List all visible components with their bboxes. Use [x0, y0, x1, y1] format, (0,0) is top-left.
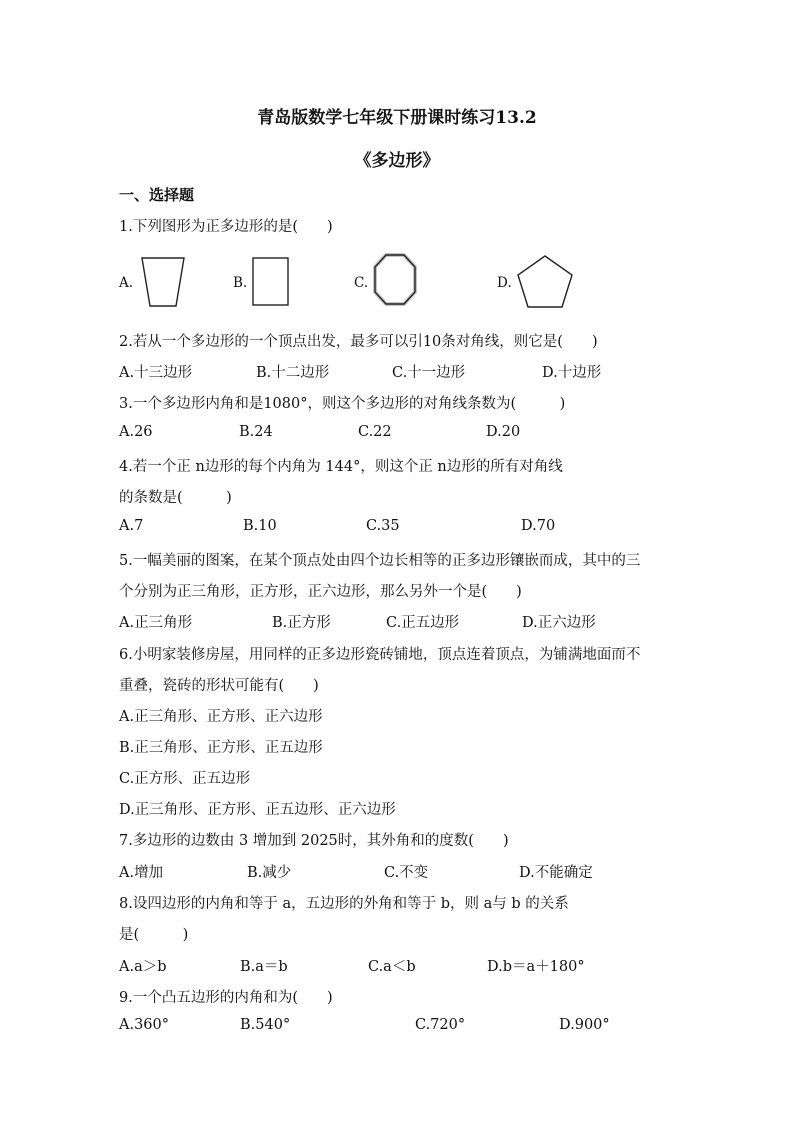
question-6-stem-line2: 重叠，瓷砖的形状可能有( ): [119, 678, 319, 694]
q6-option-b: B.正三角形、正方形、正五边形: [119, 740, 323, 756]
q2-option-b: B.十二边形: [256, 365, 330, 381]
q9-option-a: A.360°: [119, 1017, 170, 1033]
trapezoid-figure: [139, 255, 189, 311]
page-title: 青岛版数学七年级下册课时练习13.2: [257, 108, 537, 128]
question-6-stem-line1: 6.小明家装修房屋，用同样的正多边形瓷砖铺地，顶点连着顶点，为铺满地面而不: [119, 647, 641, 663]
q7-option-c: C.不变: [384, 865, 429, 881]
q2-option-d: D.十边形: [542, 365, 602, 381]
q7-option-b: B.减少: [247, 865, 292, 881]
question-9-stem: 9.一个凸五边形的内角和为( ): [119, 990, 333, 1006]
q5-option-d: D.正六边形: [522, 615, 596, 631]
rectangle-figure: [250, 255, 292, 308]
q2-option-a: A.十三边形: [119, 365, 193, 381]
q1-label-c: C.: [354, 275, 369, 291]
q1-label-d: D.: [497, 275, 512, 291]
q4-option-c: C.35: [366, 518, 400, 534]
q1-label-a: A.: [119, 275, 134, 291]
q4-option-d: D.70: [521, 518, 556, 534]
q4-option-b: B.10: [243, 518, 277, 534]
q1-label-b: B.: [233, 275, 248, 291]
question-7-stem: 7.多边形的边数由 3 增加到 2025时，其外角和的度数( ): [119, 833, 509, 849]
q3-option-b: B.24: [239, 424, 273, 440]
question-5-stem-line2: 个分别为正三角形，正方形，正六边形，那么另外一个是( ): [119, 584, 522, 600]
q3-option-d: D.20: [486, 424, 521, 440]
q8-option-d: D.b＝a＋180°: [487, 959, 585, 975]
question-2-stem: 2.若从一个多边形的一个顶点出发，最多可以引10条对角线，则它是( ): [119, 334, 598, 350]
q7-option-d: D.不能确定: [519, 865, 593, 881]
q2-option-c: C.十一边形: [392, 365, 466, 381]
q6-option-c: C.正方形、正五边形: [119, 771, 251, 787]
q6-option-a: A.正三角形、正方形、正六边形: [119, 709, 323, 725]
question-4-stem-line2: 的条数是( ): [119, 490, 232, 506]
q6-option-d: D.正三角形、正方形、正五边形、正六边形: [119, 802, 396, 818]
q4-option-a: A.7: [119, 518, 144, 534]
q5-option-b: B.正方形: [272, 615, 331, 631]
q3-option-c: C.22: [358, 424, 392, 440]
question-4-stem-line1: 4.若一个正 n边形的每个内角为 144°，则这个正 n边形的所有对角线: [119, 459, 563, 475]
octagon-figure: [371, 252, 419, 308]
question-5-stem-line1: 5.一幅美丽的图案，在某个顶点处由四个边长相等的正多边形镶嵌而成，其中的三: [119, 553, 641, 569]
q8-option-b: B.a＝b: [240, 959, 288, 975]
section-heading: 一、选择题: [119, 186, 195, 204]
question-8-stem-line2: 是( ): [119, 927, 189, 943]
q5-option-a: A.正三角形: [119, 615, 193, 631]
q9-option-b: B.540°: [240, 1017, 291, 1033]
q5-option-c: C.正五边形: [386, 615, 460, 631]
q9-option-c: C.720°: [415, 1017, 466, 1033]
q8-option-c: C.a＜b: [368, 959, 416, 975]
q8-option-a: A.a＞b: [119, 959, 167, 975]
question-1-stem: 1.下列图形为正多边形的是( ): [119, 219, 333, 235]
pentagon-figure: [514, 253, 576, 311]
question-8-stem-line1: 8.设四边形的内角和等于 a，五边形的外角和等于 b，则 a与 b 的关系: [119, 896, 569, 912]
page-subtitle: 《多边形》: [354, 151, 440, 171]
q7-option-a: A.增加: [119, 865, 164, 881]
question-3-stem: 3.一个多边形内角和是1080°，则这个多边形的对角线条数为( ): [119, 396, 566, 412]
q3-option-a: A.26: [119, 424, 153, 440]
q9-option-d: D.900°: [559, 1017, 610, 1033]
